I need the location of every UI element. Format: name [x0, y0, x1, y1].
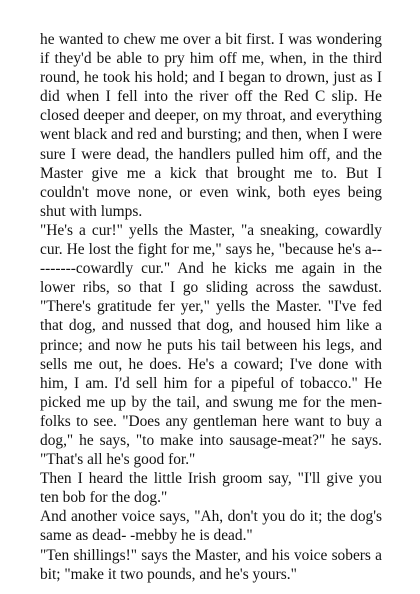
- paragraph: he wanted to chew me over a bit first. I was wondering if they'd be able to pry him off me, when, in the third round, he took his hold; and I began to drown, just as I did when I fell into the river off the Red C slip. He closed deeper and deeper, on my throat, and everything went black and red and bursting; and then, when I were sure I were dead, the handlers pulled him off, and the Master give me a kick that brought me to. But I couldn't move none, or even wink, both eyes being shut with lumps.: [40, 31, 382, 220]
- paragraph: "Ten shillings!" says the Master, and his voice sobers a bit; "make it two pounds, and he's yours.": [40, 546, 382, 583]
- paragraph: Then I heard the little Irish groom say, "I'll give you ten bob for the dog.": [40, 470, 382, 507]
- body-text: [40, 30, 382, 584]
- paragraph: "He's a cur!" yells the Master, "a sneaking, cowardly cur. He lost the fight for me," says he, "because he's a---------cowardly cur." And he kicks me again in the lower ribs, so that I go sliding across the sawdust. "There's gratitude fer yer," yells the Master. "I've fed that dog, and nussed that dog, and housed him like a prince; and now he puts his tail between his legs, and sells me out, he does. He's a coward; I've done with him, I am. I'd sell him for a pipeful of tobacco." He picked me up by the tail, and swung me for the men-folks to see. "Does any gentleman here want to buy a dog," he says, "to make into sausage-meat?" he says. "That's all he's good for.": [40, 221, 382, 469]
- paragraph: And another voice says, "Ah, don't you do it; the dog's same as dead- -mebby he is dead.": [40, 508, 382, 545]
